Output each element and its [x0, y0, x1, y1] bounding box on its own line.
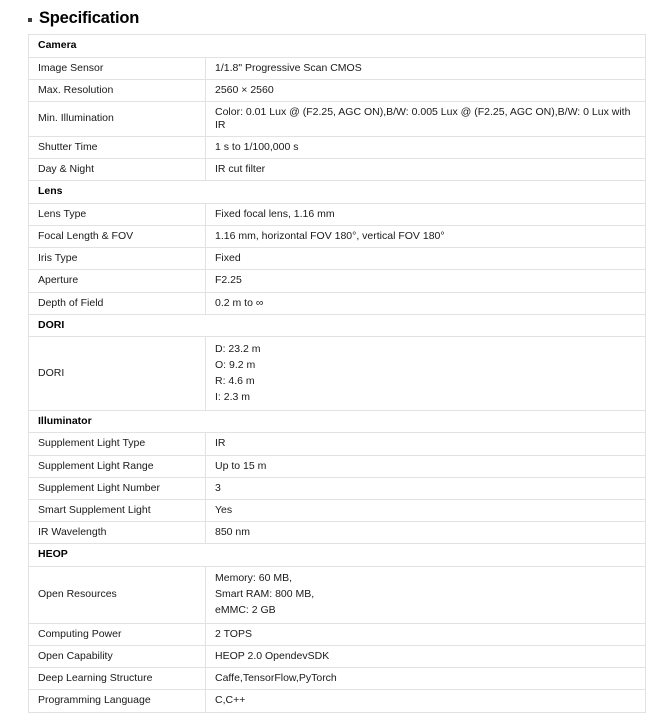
spec-label: Day & Night — [38, 163, 95, 176]
spec-label: Shutter Time — [38, 141, 98, 154]
table-row — [29, 226, 646, 248]
spec-value-cell — [206, 204, 646, 226]
spec-label: Supplement Light Type — [38, 437, 146, 450]
table-row — [29, 57, 646, 79]
spec-value-line: eMMC: 2 GB — [215, 604, 276, 617]
spec-value-line: R: 4.6 m — [215, 375, 255, 388]
spec-label: Open Capability — [38, 650, 113, 663]
spec-label-cell — [29, 248, 206, 270]
spec-value: C,C++ — [215, 694, 246, 707]
spec-value-line: D: 23.2 m — [215, 342, 261, 355]
spec-value: 1/1.8" Progressive Scan CMOS — [215, 61, 362, 74]
spec-value: IR — [215, 437, 226, 450]
spec-label-cell — [29, 455, 206, 477]
section-header-cell — [29, 314, 646, 337]
specification-table-body — [29, 35, 646, 713]
spec-value-cell — [206, 566, 646, 623]
spec-value: IR cut filter — [215, 163, 266, 176]
spec-value-cell — [206, 101, 646, 136]
table-row — [29, 159, 646, 181]
spec-value — [206, 337, 645, 410]
spec-value: Fixed focal lens, 1.16 mm — [215, 208, 335, 221]
specification-table — [28, 34, 646, 713]
spec-value: 1.16 mm, horizontal FOV 180°, vertical FOV 180° — [215, 230, 445, 243]
section-header-label: HEOP — [38, 548, 68, 561]
spec-value-cell — [206, 668, 646, 690]
spec-label: Image Sensor — [38, 61, 104, 74]
section-header-label: Camera — [38, 39, 77, 51]
section-header-label: DORI — [38, 318, 65, 331]
table-row — [29, 646, 646, 668]
section-header-label: Lens — [38, 185, 63, 198]
spec-label-cell — [29, 499, 206, 521]
spec-label-cell — [29, 477, 206, 499]
spec-label-cell — [29, 101, 206, 136]
spec-value: Caffe,TensorFlow,PyTorch — [215, 672, 337, 685]
section-header-row — [29, 410, 646, 433]
spec-label-cell — [29, 79, 206, 101]
spec-label-cell — [29, 566, 206, 623]
spec-label: Supplement Light Range — [38, 459, 154, 472]
table-row — [29, 566, 646, 623]
spec-label-cell — [29, 292, 206, 314]
spec-value: 2 TOPS — [215, 628, 252, 641]
spec-value-cell — [206, 499, 646, 521]
spec-label: IR Wavelength — [38, 525, 107, 538]
section-header-row — [29, 35, 646, 58]
spec-value-cell — [206, 57, 646, 79]
spec-value — [206, 567, 645, 623]
table-row — [29, 499, 646, 521]
table-row — [29, 79, 646, 101]
section-header-cell — [29, 544, 646, 567]
spec-value: HEOP 2.0 OpendevSDK — [215, 650, 330, 663]
page-title-text: Specification — [39, 9, 140, 27]
table-row — [29, 248, 646, 270]
section-header-row — [29, 544, 646, 567]
spec-label-cell — [29, 668, 206, 690]
spec-label: Smart Supplement Light — [38, 503, 151, 516]
spec-value-line: I: 2.3 m — [215, 391, 251, 404]
spec-label: Open Resources — [38, 588, 117, 601]
spec-value-cell — [206, 248, 646, 270]
spec-label-cell — [29, 646, 206, 668]
spec-label: Computing Power — [38, 628, 122, 641]
table-row — [29, 433, 646, 455]
spec-label-cell — [29, 433, 206, 455]
spec-value-cell — [206, 270, 646, 292]
section-header-row — [29, 314, 646, 337]
table-row — [29, 477, 646, 499]
spec-value-cell — [206, 646, 646, 668]
spec-label: Min. Illumination — [38, 112, 114, 125]
table-row — [29, 690, 646, 712]
section-header-row — [29, 181, 646, 204]
table-row — [29, 337, 646, 411]
spec-value-cell — [206, 337, 646, 411]
spec-label-cell — [29, 226, 206, 248]
spec-label-cell — [29, 521, 206, 543]
spec-value-cell — [206, 292, 646, 314]
table-row — [29, 101, 646, 136]
spec-value-cell — [206, 477, 646, 499]
section-header-cell — [29, 35, 646, 58]
specification-page — [0, 9, 658, 707]
spec-value-cell — [206, 433, 646, 455]
spec-value: 850 nm — [215, 525, 251, 538]
spec-value: Up to 15 m — [215, 459, 267, 472]
spec-label: Lens Type — [38, 208, 87, 221]
spec-value: 0.2 m to ∞ — [215, 296, 264, 309]
spec-value: Fixed — [215, 252, 241, 265]
spec-value: 1 s to 1/100,000 s — [215, 141, 299, 154]
spec-value-cell — [206, 624, 646, 646]
spec-label-cell — [29, 159, 206, 181]
spec-label-cell — [29, 337, 206, 411]
spec-label: Max. Resolution — [38, 83, 114, 96]
section-header-cell — [29, 181, 646, 204]
spec-label: Depth of Field — [38, 296, 104, 309]
section-header-label: Illuminator — [38, 414, 92, 427]
spec-label: Programming Language — [38, 694, 151, 707]
spec-label-cell — [29, 204, 206, 226]
spec-label-cell — [29, 270, 206, 292]
spec-label: Deep Learning Structure — [38, 672, 153, 685]
spec-value-line: O: 9.2 m — [215, 358, 256, 371]
spec-label-cell — [29, 57, 206, 79]
spec-value-cell — [206, 455, 646, 477]
table-row — [29, 292, 646, 314]
spec-value-cell — [206, 521, 646, 543]
table-row — [29, 137, 646, 159]
spec-value: 2560 × 2560 — [215, 83, 274, 96]
page-title — [28, 9, 658, 28]
spec-label: Aperture — [38, 274, 79, 287]
spec-value: F2.25 — [215, 274, 242, 287]
section-header-cell — [29, 410, 646, 433]
spec-value-line: Smart RAM: 800 MB, — [215, 588, 315, 601]
spec-value-cell — [206, 226, 646, 248]
spec-label-cell — [29, 624, 206, 646]
spec-value: Yes — [215, 503, 233, 516]
spec-label: Focal Length & FOV — [38, 230, 134, 243]
square-bullet-icon — [28, 18, 32, 22]
spec-label-cell — [29, 690, 206, 712]
table-row — [29, 270, 646, 292]
spec-label-cell — [29, 137, 206, 159]
spec-value-cell — [206, 690, 646, 712]
spec-value: 3 — [215, 481, 221, 494]
spec-label: Iris Type — [38, 252, 78, 265]
table-row — [29, 204, 646, 226]
table-row — [29, 455, 646, 477]
spec-label: DORI — [38, 366, 65, 379]
spec-value-cell — [206, 79, 646, 101]
spec-value-line: Memory: 60 MB, — [215, 572, 293, 585]
table-row — [29, 521, 646, 543]
table-row — [29, 668, 646, 690]
spec-value-cell — [206, 137, 646, 159]
table-row — [29, 624, 646, 646]
spec-value-cell — [206, 159, 646, 181]
spec-label: Supplement Light Number — [38, 481, 160, 494]
spec-value: Color: 0.01 Lux @ (F2.25, AGC ON),B/W: 0.005 Lux @ (F2.25, AGC ON),B/W: 0 Lux with IR — [215, 105, 631, 132]
